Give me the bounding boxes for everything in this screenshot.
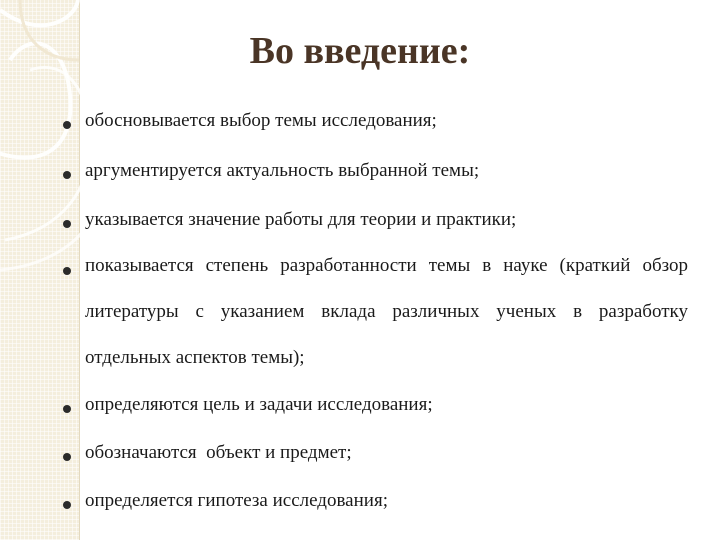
bullet-text: показывается степень разработанности темы в науке (краткий обзор литературы с указанием вклада различных ученых в разработку отдельных аспектов темы); [85,255,688,368]
bullet-text: обосновывается выбор темы исследования; [85,110,437,131]
bullet-dot-icon [63,220,71,228]
bullet-text: указывается значение работы для теории и практики; [85,209,517,230]
bullet-dot-icon [63,267,71,275]
bullet-text: определяются цель и задачи исследования; [85,394,433,415]
bullet-dot-icon [63,501,71,509]
bullet-text: обозначаются объект и предмет; [85,442,352,463]
bullet-text: аргументируется актуальность выбранной темы; [85,160,480,181]
bullet-text: определяется гипотеза исследования; [85,490,388,511]
bullet-dot-icon [63,121,71,129]
bullet-dot-icon [63,453,71,461]
bullet-dot-icon [63,405,71,413]
slide-title: Во введение: [249,30,471,72]
bullet-dot-icon [63,171,71,179]
